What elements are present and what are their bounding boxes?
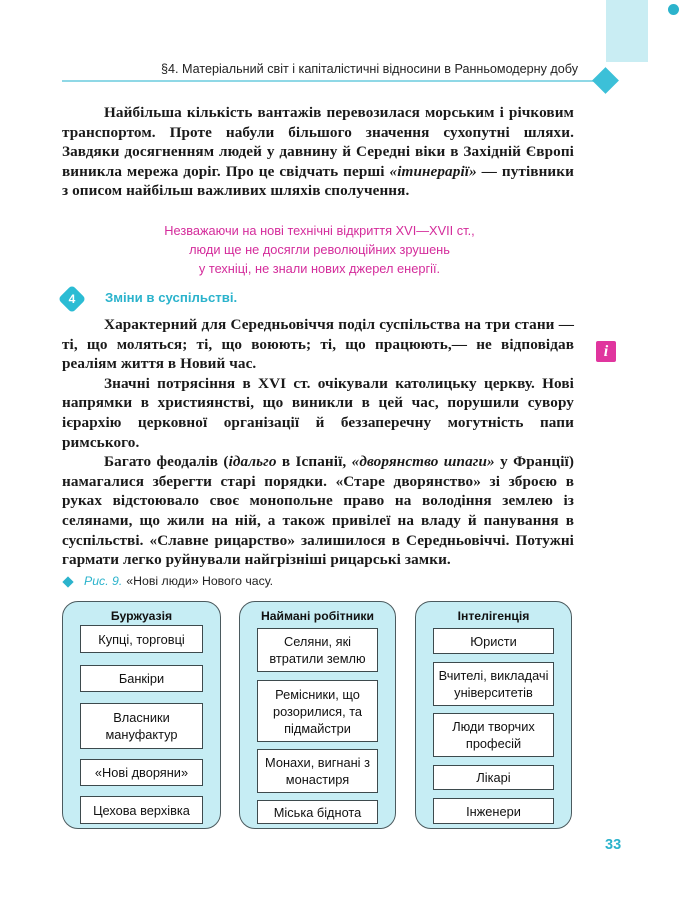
page-number: 33 <box>605 837 622 853</box>
group-intelligentsia <box>415 601 572 829</box>
group-title: Наймані робітники <box>260 609 375 623</box>
side-note <box>132 221 507 278</box>
group-hired-workers <box>239 601 396 829</box>
intro-term: «ітинерарії» <box>389 162 477 180</box>
group-item: Лікарі <box>433 765 554 790</box>
info-icon[interactable]: i <box>596 341 616 362</box>
group-item: Вчителі, викладачі університетів <box>433 662 554 706</box>
p3-text-c: у Франції) намагалися зберегти старі порядки. «Старе дворянство» зі зброєю в руках відстоювало своє монопольне право на володіння землею із селянами, що жили на ній, а також привілеї на владу й панування в суспільстві. «Славне рицарство» залишилося в Середньовіччі. Потужні гармати легко руйнували найгрізніші рицарські замки. <box>62 453 575 569</box>
group-item: Інженери <box>433 798 554 824</box>
corner-decoration-strip <box>606 0 648 62</box>
group-bourgeoisie <box>62 601 221 829</box>
group-item: Люди творчих професій <box>433 713 554 757</box>
body-text <box>62 315 574 570</box>
figure-caption <box>84 574 273 588</box>
header-rule <box>62 80 595 82</box>
corner-logo-mark <box>668 4 679 15</box>
group-item: Власники мануфактур <box>80 703 203 749</box>
note-line-3: у техніці, не знали нових джерел енергії. <box>198 261 441 276</box>
intro-text-1: Найбільша кількість вантажів перевозилася морським і річковим транспортом. Проте набули більшого значення сухопутні шляхи. Завдяки досягненням людей у давнину й Середні віки в Західній Європі виникла мережа доріг. Про це свідчать перші <box>62 104 574 180</box>
caption-diamond-icon <box>62 576 73 587</box>
group-item: Купці, торговці <box>80 625 203 653</box>
figure-label: Рис. 9. <box>84 574 123 588</box>
section-number: 4 <box>68 292 76 306</box>
note-line-1: Незважаючи на нові технічні відкриття XVI—XVII ст., <box>164 223 475 238</box>
figure-caption-text: «Нові люди» Нового часу. <box>126 574 274 588</box>
group-item: Міська біднота <box>257 800 378 824</box>
body-paragraph-2: Значні потрясіння в XVI ст. очікували католицьку церкву. Нові напрямки в християнстві, що виникли в цей час, порушили сувору ієрархію церковної організації й беззаперечну могутність папи римського. <box>62 374 574 451</box>
body-paragraph-3 <box>62 452 574 570</box>
group-title: Інтелігенція <box>457 609 530 623</box>
group-item: Монахи, вигнані з монастиря <box>257 749 378 793</box>
group-title: Буржуазія <box>110 609 173 623</box>
intro-paragraph <box>62 103 574 201</box>
group-item: «Нові дворяни» <box>80 759 203 786</box>
p3-term-idalgo: ідальго <box>228 453 277 471</box>
group-item: Селяни, які втратили землю <box>257 628 378 672</box>
group-item: Юристи <box>433 628 554 654</box>
group-item: Цехова верхівка <box>80 796 203 824</box>
note-line-2: люди ще не досягли революційних зрушень <box>189 242 450 257</box>
group-item: Ремісники, що розорилися, та підмайстри <box>257 680 378 742</box>
intro-text-2: — путівники з описом найбільш важливих шляхів сполучення. <box>62 162 574 200</box>
p3-term-nobility: «дворянство шпаги» <box>351 453 495 471</box>
header-diamond-icon <box>592 67 619 94</box>
running-header: §4. Матеріальний світ і капіталістичні відносини в Ранньомодерну добу <box>160 62 578 76</box>
p3-text-a: Багато феодалів ( <box>104 453 229 471</box>
group-item: Банкіри <box>80 665 203 692</box>
section-title: Зміни в суспільстві. <box>105 290 238 305</box>
p3-text-b: в Іспанії, <box>276 453 352 471</box>
body-paragraph-1: Характерний для Середньовіччя поділ суспільства на три стани — ті, що моляться; ті, що воюють; ті, що працюють,— не відповідав реаліям життя в Новий час. <box>62 316 574 373</box>
